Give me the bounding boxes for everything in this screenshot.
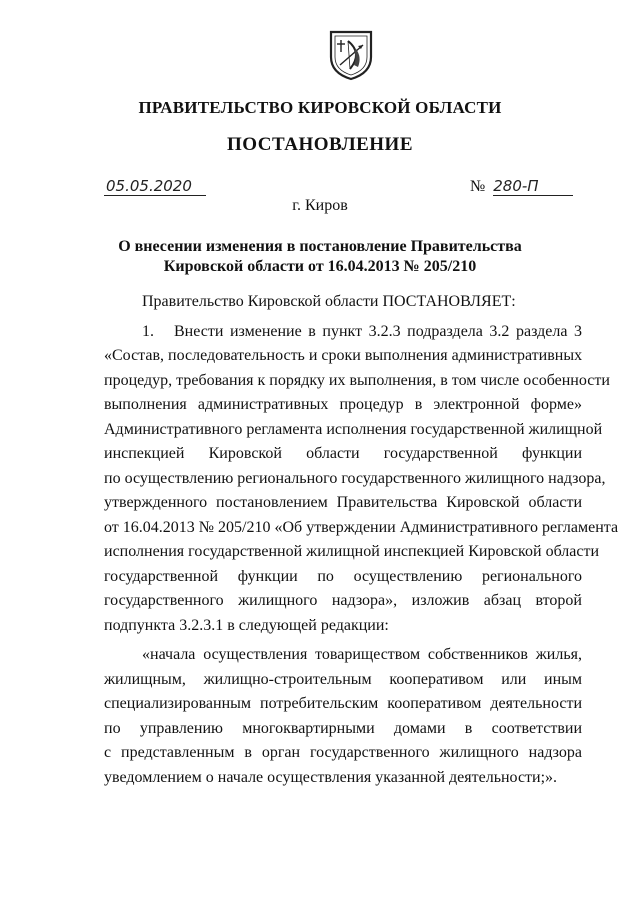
quote-line: специализированным потребительским кооперативом деятельности	[104, 695, 582, 712]
document-heading	[0, 237, 640, 277]
item-line: от 16.04.2013 № 205/210 «Об утверждении Административного регламента	[104, 518, 619, 536]
item-line: Административного регламента исполнения государственной жилищной	[104, 420, 603, 438]
document-date: 05.05.2020	[104, 177, 206, 196]
item-first-line	[104, 320, 582, 345]
item-line: «Состав, последовательность и сроки выполнения административных	[104, 347, 583, 364]
item-number: 1.	[142, 322, 154, 340]
document-type: ПОСТАНОВЛЕНИЕ	[226, 134, 414, 155]
item-line: исполнения государственной жилищной инспекцией Кировской области	[104, 543, 600, 560]
quote-line: уведомлением о начале осуществления указанной деятельности;».	[104, 768, 558, 786]
city: г. Киров	[292, 197, 348, 214]
item-line: утвержденного постановлением Правительства Кировской области	[104, 494, 582, 511]
document-number	[470, 177, 573, 196]
number-sign: №	[470, 178, 486, 195]
heading-line: Кировской области от 16.04.2013 № 205/210	[163, 258, 477, 275]
heading-line: О внесении изменения в постановление Правительства	[118, 238, 522, 255]
number-value: 280-П	[493, 177, 573, 196]
item-line: Внести изменение в пункт 3.2.3 подраздела 3.2 раздела 3	[174, 322, 582, 340]
item-line: выполнения административных процедур в электронной форме»	[104, 396, 582, 413]
item-line: государственного жилищного надзора», изложив абзац второй	[104, 592, 582, 609]
item-line: инспекцией Кировской области государственной функции	[104, 445, 582, 462]
quote-line: по управлению многоквартирными домами в соответствии	[104, 719, 582, 737]
government-title: ПРАВИТЕЛЬСТВО КИРОВСКОЙ ОБЛАСТИ	[138, 98, 502, 117]
item-line: процедур, требования к порядку их выполнения, в том числе особенности	[104, 371, 610, 389]
intro-paragraph: Правительство Кировской области ПОСТАНОВЛЯЕТ:	[142, 293, 516, 310]
item-line: подпункта 3.2.3.1 в следующей редакции:	[104, 616, 389, 634]
item-line: по осуществлению регионального государственного жилищного надзора,	[104, 469, 606, 487]
coat-of-arms-icon	[328, 27, 374, 81]
item-line: государственной функции по осуществлению регионального	[104, 567, 582, 585]
quote-line: «начала осуществления товариществом собственников жилья,	[142, 646, 582, 663]
quote-line: жилищным, жилищно-строительным кооперативом или иным	[104, 670, 582, 688]
quote-line: с представленным в орган государственного жилищного надзора	[104, 744, 582, 761]
document-body	[104, 290, 619, 790]
